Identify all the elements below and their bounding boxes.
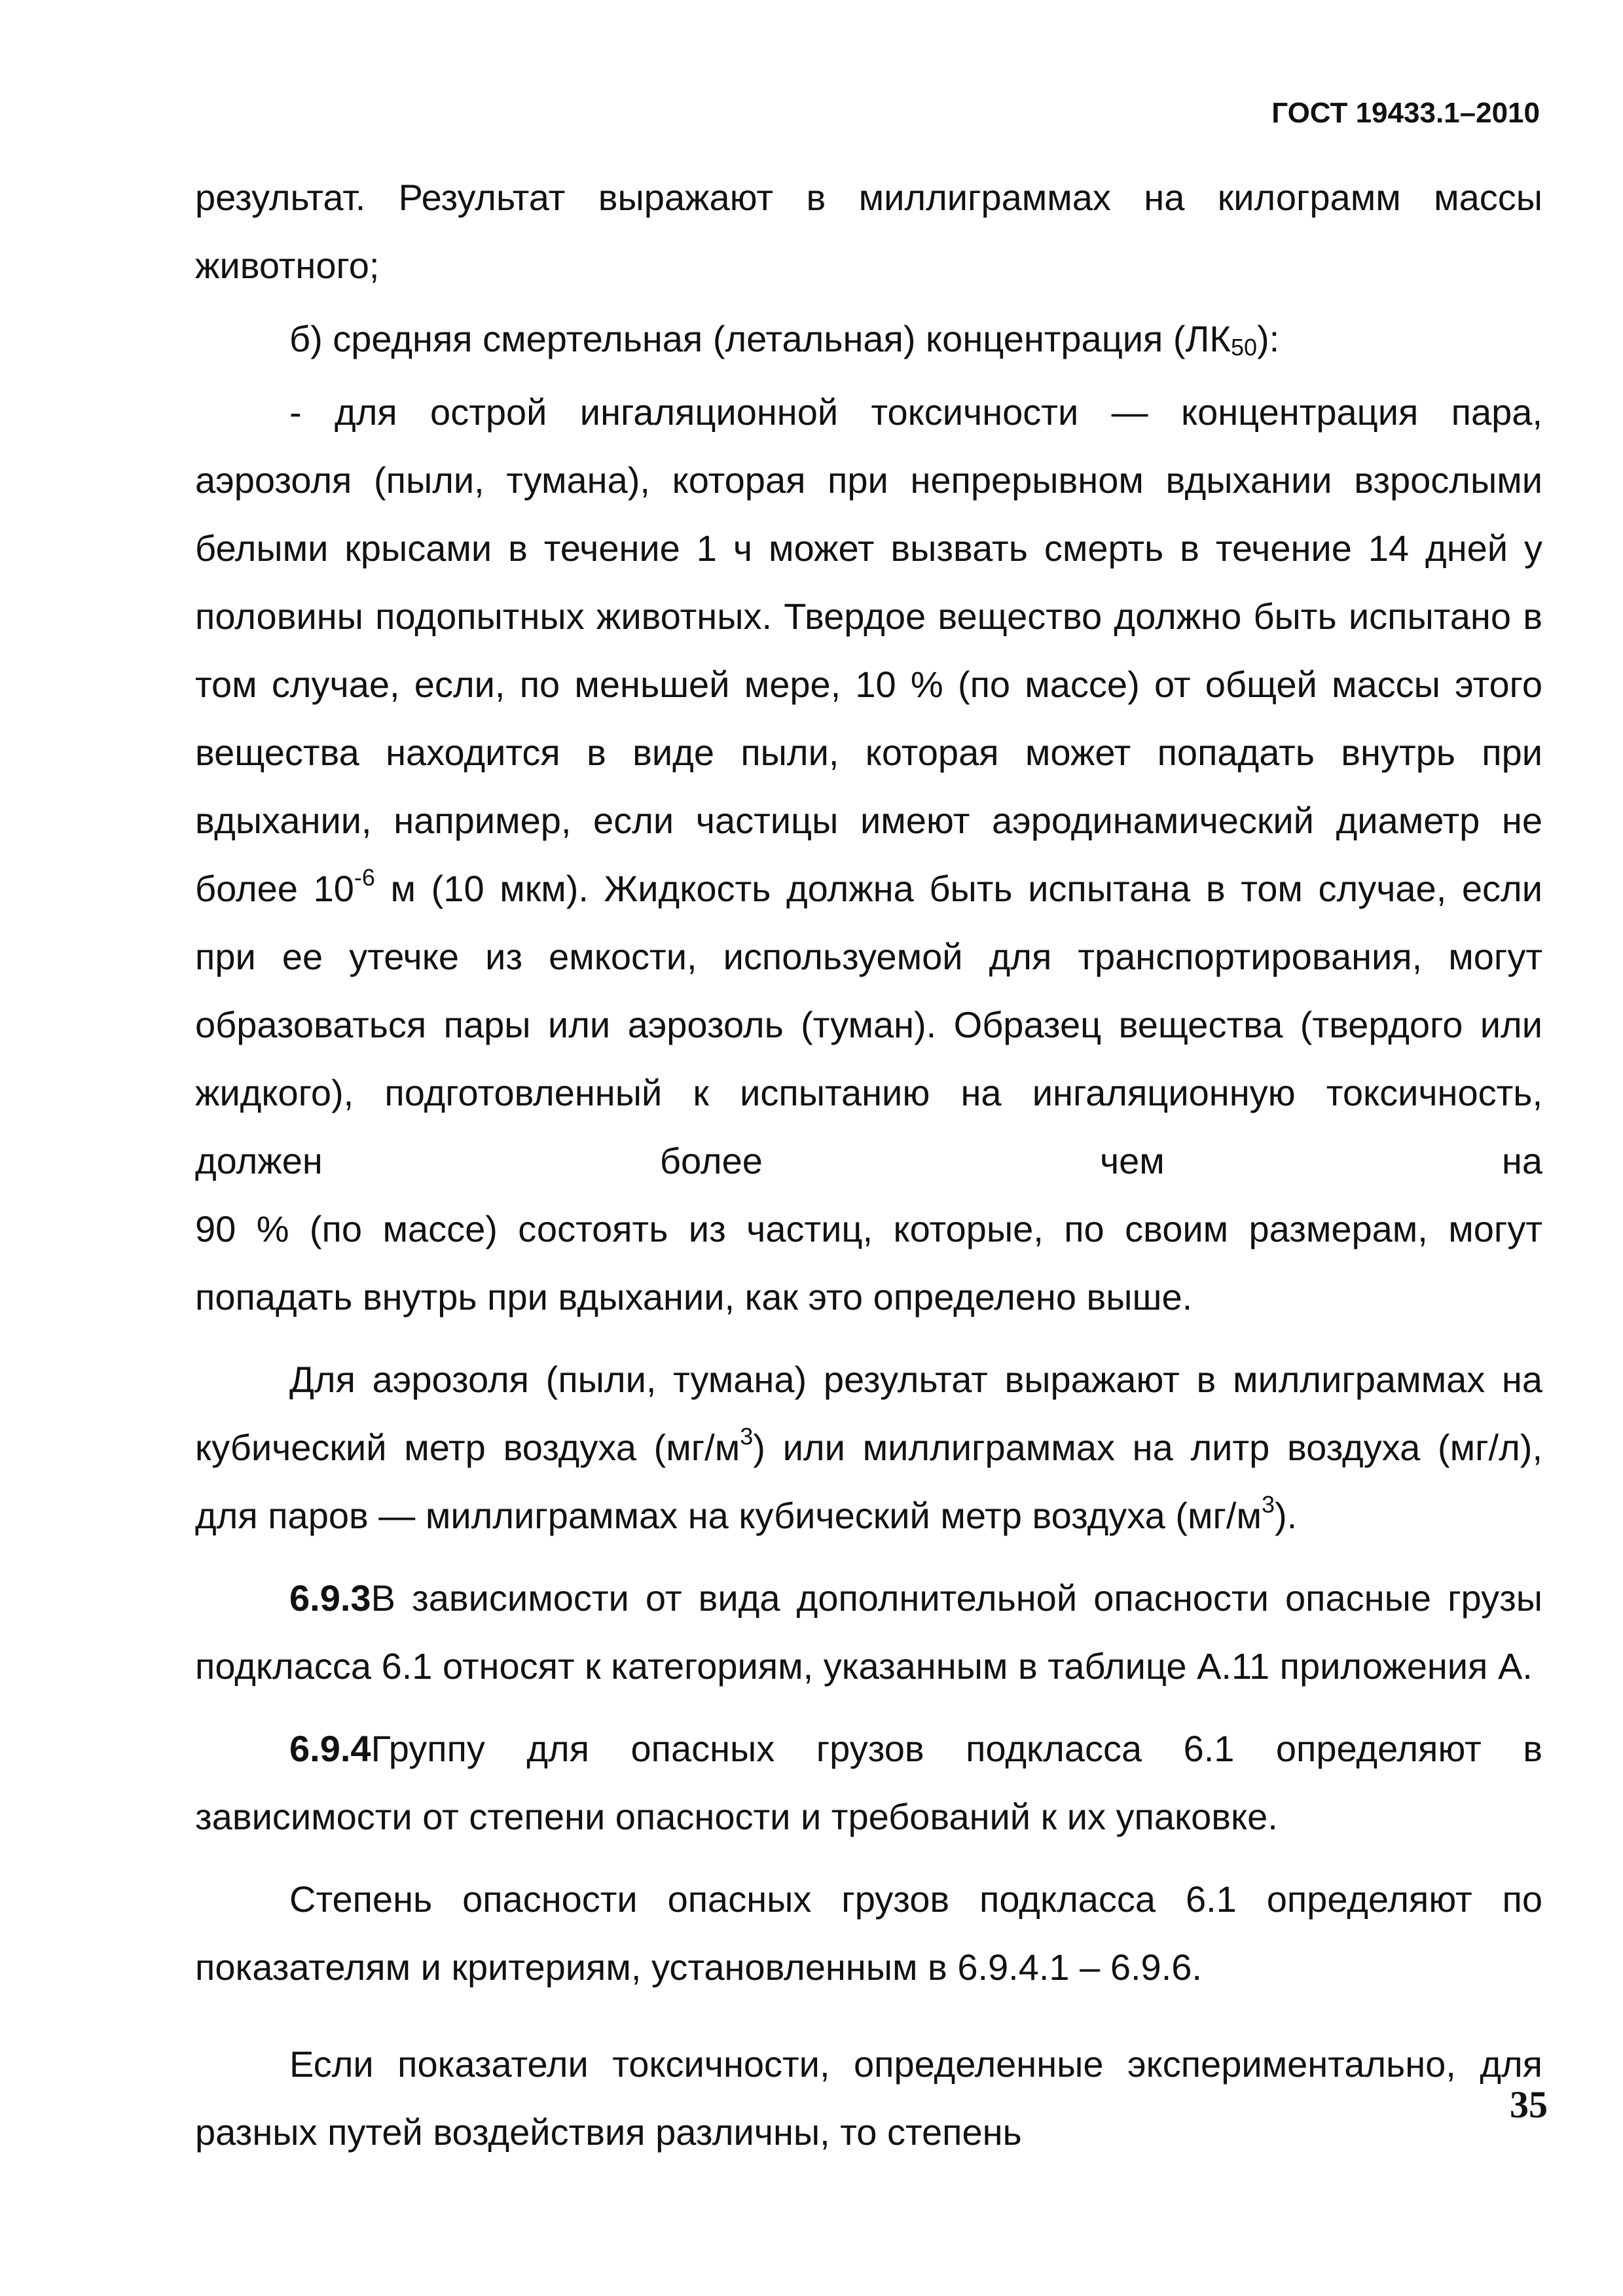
paragraph-inhalation-toxicity: - для острой ингаляционной токсичности — концентрация пара, аэрозоля (пыли, тумана), которая при непрерывном вдыхании взрослыми белыми крысами в течение 1 ч может вызвать смерть в течение 14 дней у половины подопытных животных. Твердое вещество должно быть испытано в том случае, если, по меньшей мере, 10 % (по массе) от общей массы этого вещества находится в виде пыли, которая может попадать внутрь при вдыхании, например, если частицы имеют аэродинамический диаметр не более $10^{-6}$ м (10 мкм). Жидкость должна быть испытана в том случае, если при ее утечке из емкости, используемой для транспортирования, могут образоваться пары или аэрозоль (туман). Образец вещества (твердого или жидкого), подготовленный к испытанию на ингаляционную токсичность, должен более чем на: [195, 391, 1542, 1181]
section-6-9-4: 6.9.4Группу для опасных грузов подкласса 6.1 определяют в зависимости от степени опасности и требований к их упаковке.: [195, 1728, 1542, 1837]
superscript-minus-six: -6: [354, 864, 375, 891]
document-body: [195, 164, 1542, 2166]
paragraph-toxicity-routes: Если показатели токсичности, определенные экспериментально, для разных путей воздействия различны, то степень: [195, 2043, 1542, 2153]
paragraph-lc50-heading: б) средняя смертельная (летальная) концентрация $(ЛК_{50})$:: [289, 318, 1280, 361]
section-6-9-3: 6.9.3В зависимости от вида дополнительной опасности опасные грузы подкласса 6.1 относят к категориям, указанным в таблице А.11 приложения А.: [195, 1577, 1542, 1687]
paragraph-aerosol-units: Для аэрозоля (пыли, тумана) результат выражают в миллиграммах на кубический метр воздуха $(мг/м^3)$ или миллиграммах на литр воздуха (мг/л), для паров — миллиграммах на кубический метр воздуха $(мг/м^3)$.: [195, 1359, 1542, 1536]
document-header: ГОСТ 19433.1–2010: [1271, 97, 1540, 129]
page-number: 35: [1510, 2083, 1548, 2126]
paragraph-particle-size: 90 % (по массе) состоять из частиц, которые, по своим размерам, могут попадать внутрь при вдыхании, как это определено выше.: [195, 1208, 1542, 1318]
section-number: 6.9.3: [289, 1577, 371, 1619]
subscript-50: 50: [1230, 334, 1257, 361]
paragraph-result-continuation: результат. Результат выражают в миллиграммах на килограмм массы животного;: [195, 177, 1542, 286]
paragraph-hazard-degree: Степень опасности опасных грузов подкласса 6.1 определяют по показателям и критериям, установленным в 6.9.4.1 – 6.9.6.: [195, 1878, 1542, 1988]
section-number: 6.9.4: [289, 1728, 371, 1769]
